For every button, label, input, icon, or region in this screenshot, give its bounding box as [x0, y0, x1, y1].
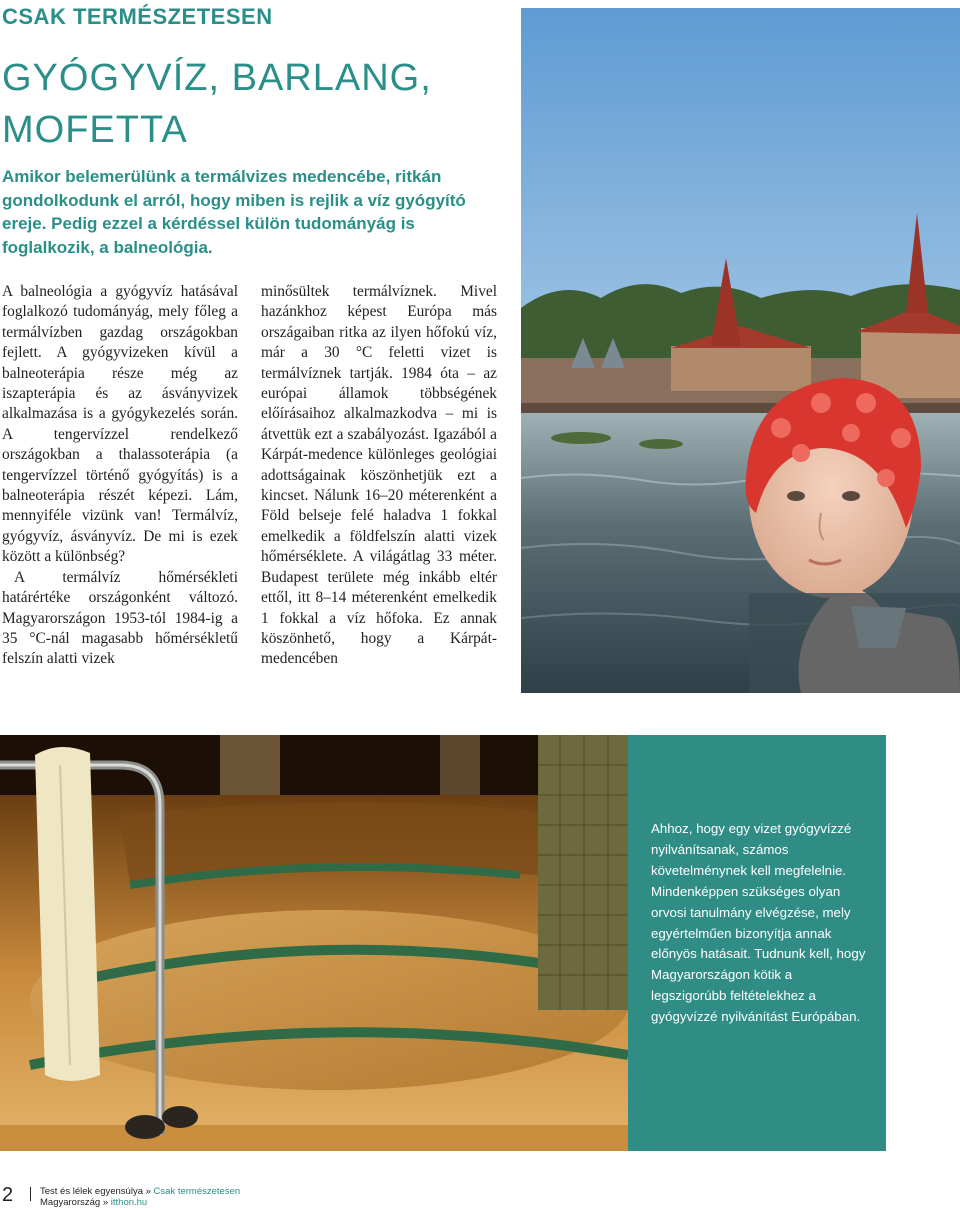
- page-number: 2: [2, 1184, 14, 1206]
- body-paragraph: minősültek termálvíznek. Mivel hazánkhoz képest Európa más országaiban ritka az ilyen hőfokú víz, már a 30 °C feletti vizet is termálvíznek tartják. 1984 óta – az európai államok többségének előírásaihoz alkalmazkodva – mi is átvettük ezt a szabályozást. Igazából a Kárpát-medence különleges geológiai adottságainak köszönhetjük ezt a kincset. Nálunk 16–20 méterenként a Föld belseje felé haladva 1 fokkal emelkedik a földfelszín alatti vizek hőmérséklete. A világátlag 33 méter. Budapest területe még inkább eltér ettől, itt 8–14 méterenként emelkedik 1 fokkal a víz hőfoka. Ez annak köszönhető, hogy a Kárpát-medencében: [261, 283, 497, 668]
- page-footer: [40, 1186, 240, 1208]
- body-column-2: [261, 282, 497, 670]
- footer-section: Test és lélek egyensúlya »: [40, 1186, 151, 1197]
- footer-section-accent: Csak természetesen: [153, 1186, 241, 1197]
- title-line-1: GYÓGYVÍZ, BARLANG,: [2, 57, 432, 99]
- footer-site: itthon.hu: [110, 1197, 148, 1208]
- swimmer-lake-photo: [521, 8, 960, 693]
- footer-brand: Magyarország »: [40, 1197, 109, 1208]
- section-kicker: CSAK TERMÉSZETESEN: [2, 4, 273, 29]
- title-line-2: MOFETTA: [2, 109, 188, 151]
- indoor-pool-photo: [0, 735, 628, 1151]
- body-paragraph: A balneológia a gyógyvíz hatásával foglalkozó tudományág, mely főleg a termálvízben gazdag országokban fejlett. A gyógyvizeken kívül a balneoterápia része még az iszapterápia és az ásványvizek alkalmazása is a gyógykezelés során. A tengervízzel rendelkező országokban a thalassoterápia (a tengervízzel történő gyógyítás) is a balneoterápia részét képezi. Lám, mennyiféle vizünk van! Termálvíz, gyógyvíz, ásványvíz. De mi is ezek között a különbség?: [2, 283, 238, 566]
- article-title: [2, 52, 502, 156]
- body-column-1: [2, 282, 238, 670]
- body-paragraph: A termálvíz hőmérsékleti határértéke országonként változó. Magyarországon 1953-tól 1984-ig a 35 °C-nál magasabb hőmérsékletű felszín alatti vizek: [2, 568, 238, 668]
- lead-paragraph: Amikor belemerülünk a termálvizes medencébe, ritkán gondolkodunk el arról, hogy miben is rejlik a víz gyógyító ereje. Pedig ezzel a kérdéssel külön tudományág is foglalkozik, a balneológia.: [2, 167, 466, 258]
- info-box-text: Ahhoz, hogy egy vizet gyógyvízzé nyilvánítsanak, számos követelménynek kell megfelelnie. Mindenképpen szükséges olyan orvosi tanulmány elvégzése, mely egyértelműen bizonyítja annak előnyös hatásait. Tudnunk kell, hogy Magyarországon kötik a legszigorúbb feltételekhez a gyógyvízzé nyilvánítást Európában.: [651, 821, 866, 1025]
- footer-line-1: [40, 1186, 240, 1197]
- footer-divider: [30, 1187, 31, 1201]
- info-box: [628, 735, 886, 1151]
- footer-line-2: [40, 1197, 240, 1208]
